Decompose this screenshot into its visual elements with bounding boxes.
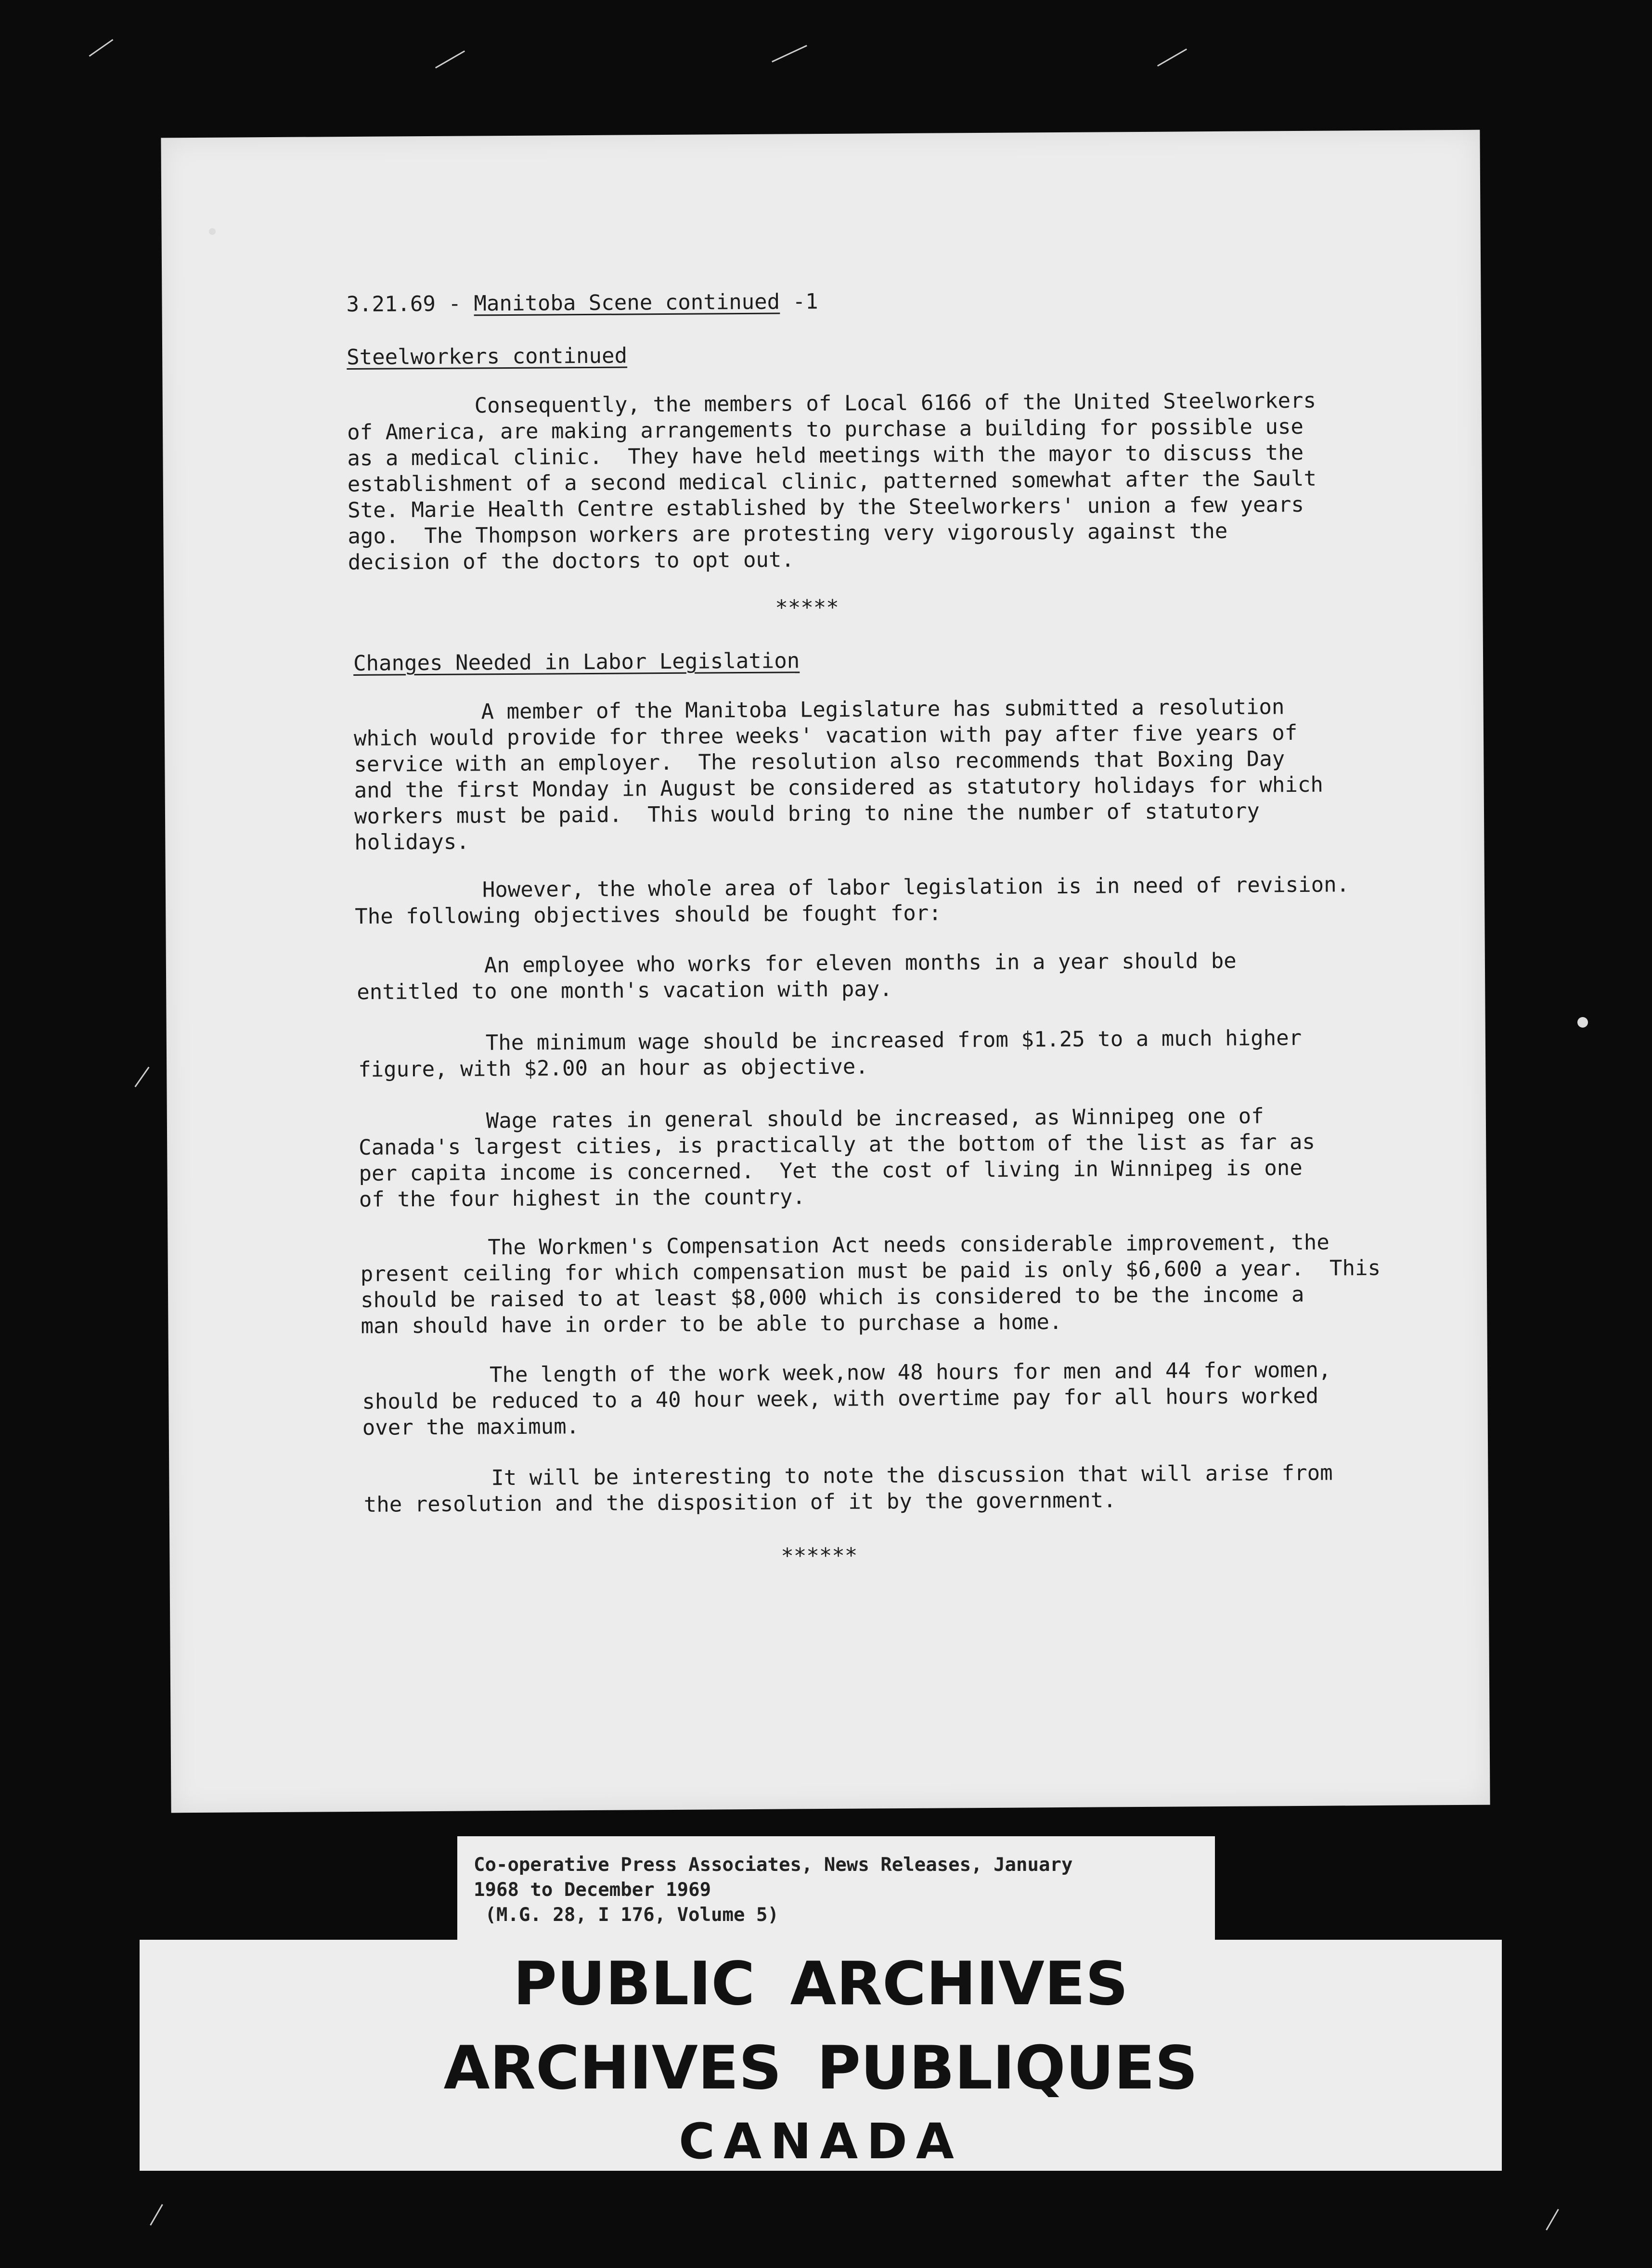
film-scratch	[772, 45, 807, 63]
film-scratch	[1157, 49, 1187, 67]
paragraph-work-week: The length of the work week,now 48 hours for men and 44 for women, should be reduced to a 40 hour week, with overtime pay for all hours worked over the maximum.	[361, 1357, 1331, 1440]
paragraph-vacation: An employee who works for eleven months in a year should be entitled to one month's vacation with pay.	[356, 948, 1237, 1005]
stamp-line-canada: CANADA	[679, 2113, 963, 2170]
film-scratch	[435, 51, 465, 69]
paragraph-compensation: The Workmen's Compensation Act needs considerable improvement, the present ceiling for which compensation must be paid is only $6,600 a year. This should be raised to at least $8,000 which is considered to be the income a man should have in order to be able to purchase a home.	[360, 1230, 1381, 1339]
section-heading-steelworkers: Steelworkers continued	[347, 343, 628, 370]
archive-label-line-3: (M.G. 28, I 176, Volume 5)	[474, 1904, 779, 1926]
public-archives-stamp	[140, 1940, 1502, 2171]
paragraph-resolution: A member of the Manitoba Legislature has submitted a resolution which would provide for three weeks' vacation with pay after five years of service with an employer. The resolution also recommends that Boxing Day and the first Monday in August be considered as statutory holidays for which workers must be paid. This would bring to nine the number of statutory holidays.	[353, 695, 1324, 855]
separator-1: *****	[775, 595, 839, 620]
paragraph-revision: However, the whole area of labor legislation is in need of revision. The following objectives should be fought for:	[354, 872, 1350, 929]
film-speck	[1577, 1017, 1588, 1028]
header-page-number: -1	[792, 289, 818, 314]
film-scratch	[150, 2204, 163, 2226]
film-speck	[209, 228, 216, 235]
film-scratch	[89, 39, 114, 57]
document-page	[161, 130, 1490, 1813]
film-scratch	[134, 1067, 149, 1087]
archive-label-line-1: Co-operative Press Associates, News Releases, January	[474, 1854, 1073, 1876]
separator-2: ******	[781, 1543, 858, 1569]
stamp-line-archives-publiques: ARCHIVES PUBLIQUES	[443, 2034, 1198, 2103]
header-title: Manitoba Scene continued	[474, 289, 780, 316]
paragraph-steelworkers: Consequently, the members of Local 6166 of the United Steelworkers of America, are making arrangements to purchase a building for possible use as a medical clinic. They have held meetings with the mayor to discuss the establishment of a second medical clinic, patterned somewhat after the Sault Ste. Marie Health Centre established by the Steelworkers' union a few years ago. The Thompson workers are protesting very vigorously against the decision of the doctors to opt out.	[347, 388, 1317, 575]
header-date: 3.21.69 -	[346, 291, 462, 317]
archive-source-label	[457, 1836, 1215, 1940]
archive-label-line-2: 1968 to December 1969	[474, 1879, 711, 1901]
paragraph-discussion: It will be interesting to note the discussion that will arise from the resolution and the disposition of it by the government.	[363, 1460, 1333, 1517]
stamp-line-public-archives: PUBLIC ARCHIVES	[513, 1949, 1128, 2019]
archive-label-text	[474, 1853, 1072, 1928]
section-heading-labor-legislation: Changes Needed in Labor Legislation	[353, 648, 800, 676]
page-header	[346, 289, 818, 318]
paragraph-minimum-wage: The minimum wage should be increased from $1.25 to a much higher figure, with $2.00 an hour as objective.	[358, 1025, 1302, 1082]
film-scratch	[1546, 2209, 1559, 2230]
paragraph-wage-rates: Wage rates in general should be increased, as Winnipeg one of Canada's largest cities, is practically at the bottom of the list as far as per capita income is concerned. Yet the cost of living in Winnipeg is one of the four highest in the country.	[358, 1104, 1316, 1212]
